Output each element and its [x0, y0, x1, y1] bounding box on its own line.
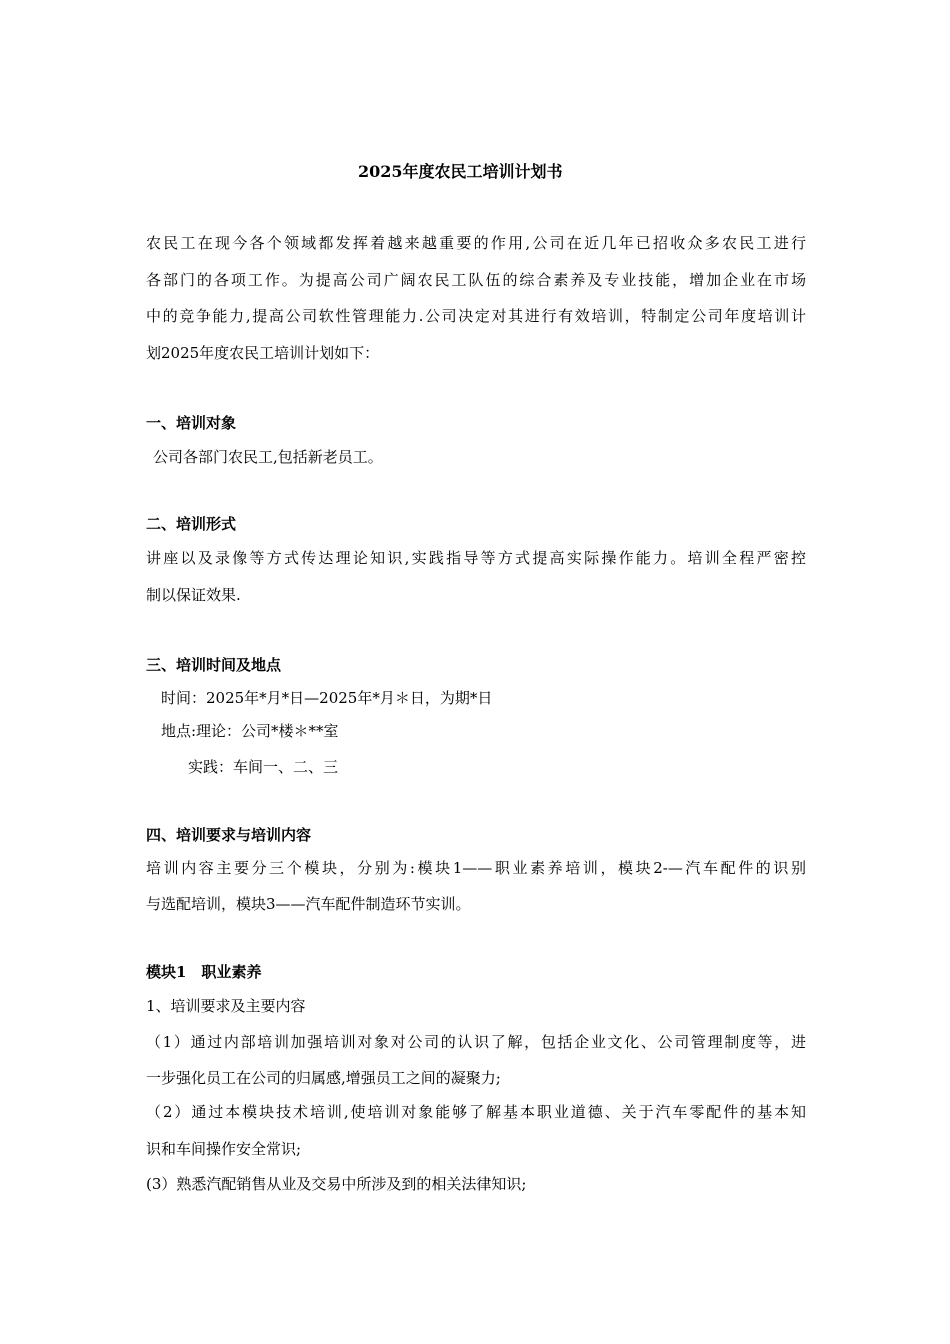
module-1-item-1-line-1: （1）通过内部培训加强培训对象对公司的认识了解，包括企业文化、公司管理制度等，进 [146, 1033, 806, 1051]
module-1-item-3: (3）熟悉汽配销售从业及交易中所涉及到的相关法律知识; [146, 1175, 527, 1193]
module-1-item-2-line-2: 识和车间操作安全常识; [146, 1140, 302, 1158]
section-4-line-2: 与选配培训，模块3——汽车配件制造环节实训。 [146, 895, 471, 913]
section-3-time: 时间：2025年*月*日—2025年*月＊日，为期*日 [161, 689, 493, 707]
intro-line-3: 中的竞争能力,提高公司软性管理能力.公司决定对其进行有效培训，特制定公司年度培训计 [146, 307, 806, 325]
section-2-line-1: 讲座以及录像等方式传达理论知识,实践指导等方式提高实际操作能力。培训全程严密控 [146, 549, 806, 567]
section-3-practice: 实践：车间一、二、三 [188, 758, 339, 776]
document-title: 2025年度农民工培训计划书 [358, 162, 563, 181]
module-1-item-1-line-2: 一步强化员工在公司的归属感,增强员工之间的凝聚力; [146, 1069, 501, 1087]
section-3-heading: 三、培训时间及地点 [146, 656, 282, 674]
intro-line-1: 农民工在现今各个领域都发挥着越来越重要的作用,公司在近几年已招收众多农民工进行 [146, 234, 806, 252]
section-1-heading: 一、培训对象 [146, 414, 237, 432]
section-2-line-2: 制以保证效果. [146, 586, 241, 604]
section-4-heading: 四、培训要求与培训内容 [146, 826, 312, 844]
module-1-heading: 模块1 职业素养 [146, 963, 262, 981]
module-1-subheading: 1、培训要求及主要内容 [146, 997, 306, 1015]
module-1-item-2-line-1: （2）通过本模块技术培训,使培训对象能够了解基本职业道德、关于汽车零配件的基本知 [146, 1103, 806, 1121]
intro-line-4: 划2025年度农民工培训计划如下： [146, 344, 380, 362]
section-4-line-1: 培训内容主要分三个模块，分别为:模块1——职业素养培训，模块2-—汽车配件的识别 [146, 859, 806, 877]
intro-line-2: 各部门的各项工作。为提高公司广阔农民工队伍的综合素养及专业技能，增加企业在市场 [146, 271, 806, 289]
section-3-place: 地点:理论：公司*楼＊**室 [161, 722, 339, 740]
section-1-body: 公司各部门农民工,包括新老员工。 [153, 448, 383, 466]
section-2-heading: 二、培训形式 [146, 515, 237, 533]
